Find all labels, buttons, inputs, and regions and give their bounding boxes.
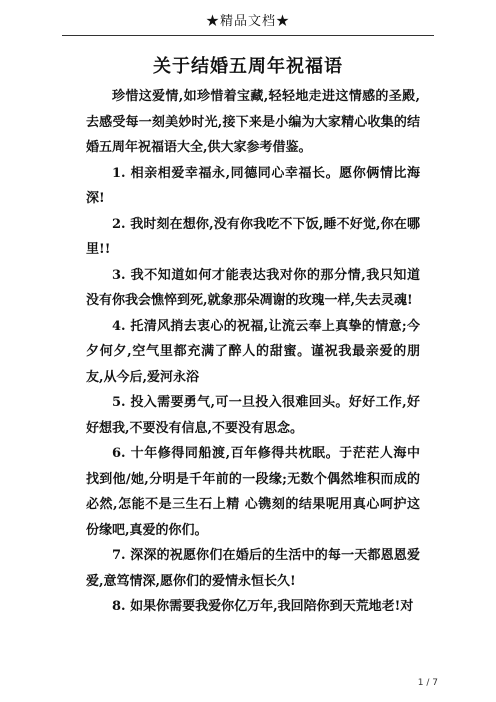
page-indicator: 1 / 7 (417, 678, 438, 688)
list-item: 2. 我时刻在想你,没有你我吃不下饭,睡不好觉,你在哪里!! (86, 216, 420, 257)
list-item: 4. 托清风捎去衷心的祝福,让流云奉上真挚的情意;今夕何夕,空气里都充满了醉人的甜蜜。谨祝我最亲爱的朋友,从今后,爱河永浴 (86, 318, 420, 385)
document-body (86, 84, 420, 620)
list-item: 3. 我不知道如何才能表达我对你的那分情,我只知道没有你我会憔悴到死,就象那朵凋谢的玫瑰一样,失去灵魂! (86, 267, 420, 308)
list-item: 8. 如果你需要我爱你亿万年,我回陪你到天荒地老!对 (112, 599, 414, 614)
list-item: 7. 深深的祝愿你们在婚后的生活中的每一天都恩恩爱爱,意笃情深,愿你们的爱情永恒长久! (86, 548, 420, 589)
list-item: 1. 相亲相爱幸福永,同德同心幸福长。愿你俩情比海深! (86, 165, 420, 206)
page-header: ★精品文档★ (205, 14, 290, 29)
document-title: 关于结婚五周年祝福语 (153, 56, 343, 77)
header-divider (62, 35, 434, 36)
list-item: 5. 投入需要勇气,可一旦投入很难回头。好好工作,好好想我,不要没有信息,不要没有思念。 (86, 395, 420, 436)
list-item: 6. 十年修得同船渡,百年修得共枕眠。于茫茫人海中找到他/她,分明是千年前的一段缘;无数个偶然堆积而成的必然,怎能不是三生石上精 心镌刻的结果呢用真心呵护这份缘吧,真爱的你们。 (86, 446, 420, 538)
intro-paragraph: 珍惜这爱情,如珍惜着宝藏,轻轻地走进这情感的圣殿,去感受每一刻美妙时光,接下来是小编为大家精心收集的结婚五周年祝福语大全,供大家参考借鉴。 (86, 89, 420, 155)
